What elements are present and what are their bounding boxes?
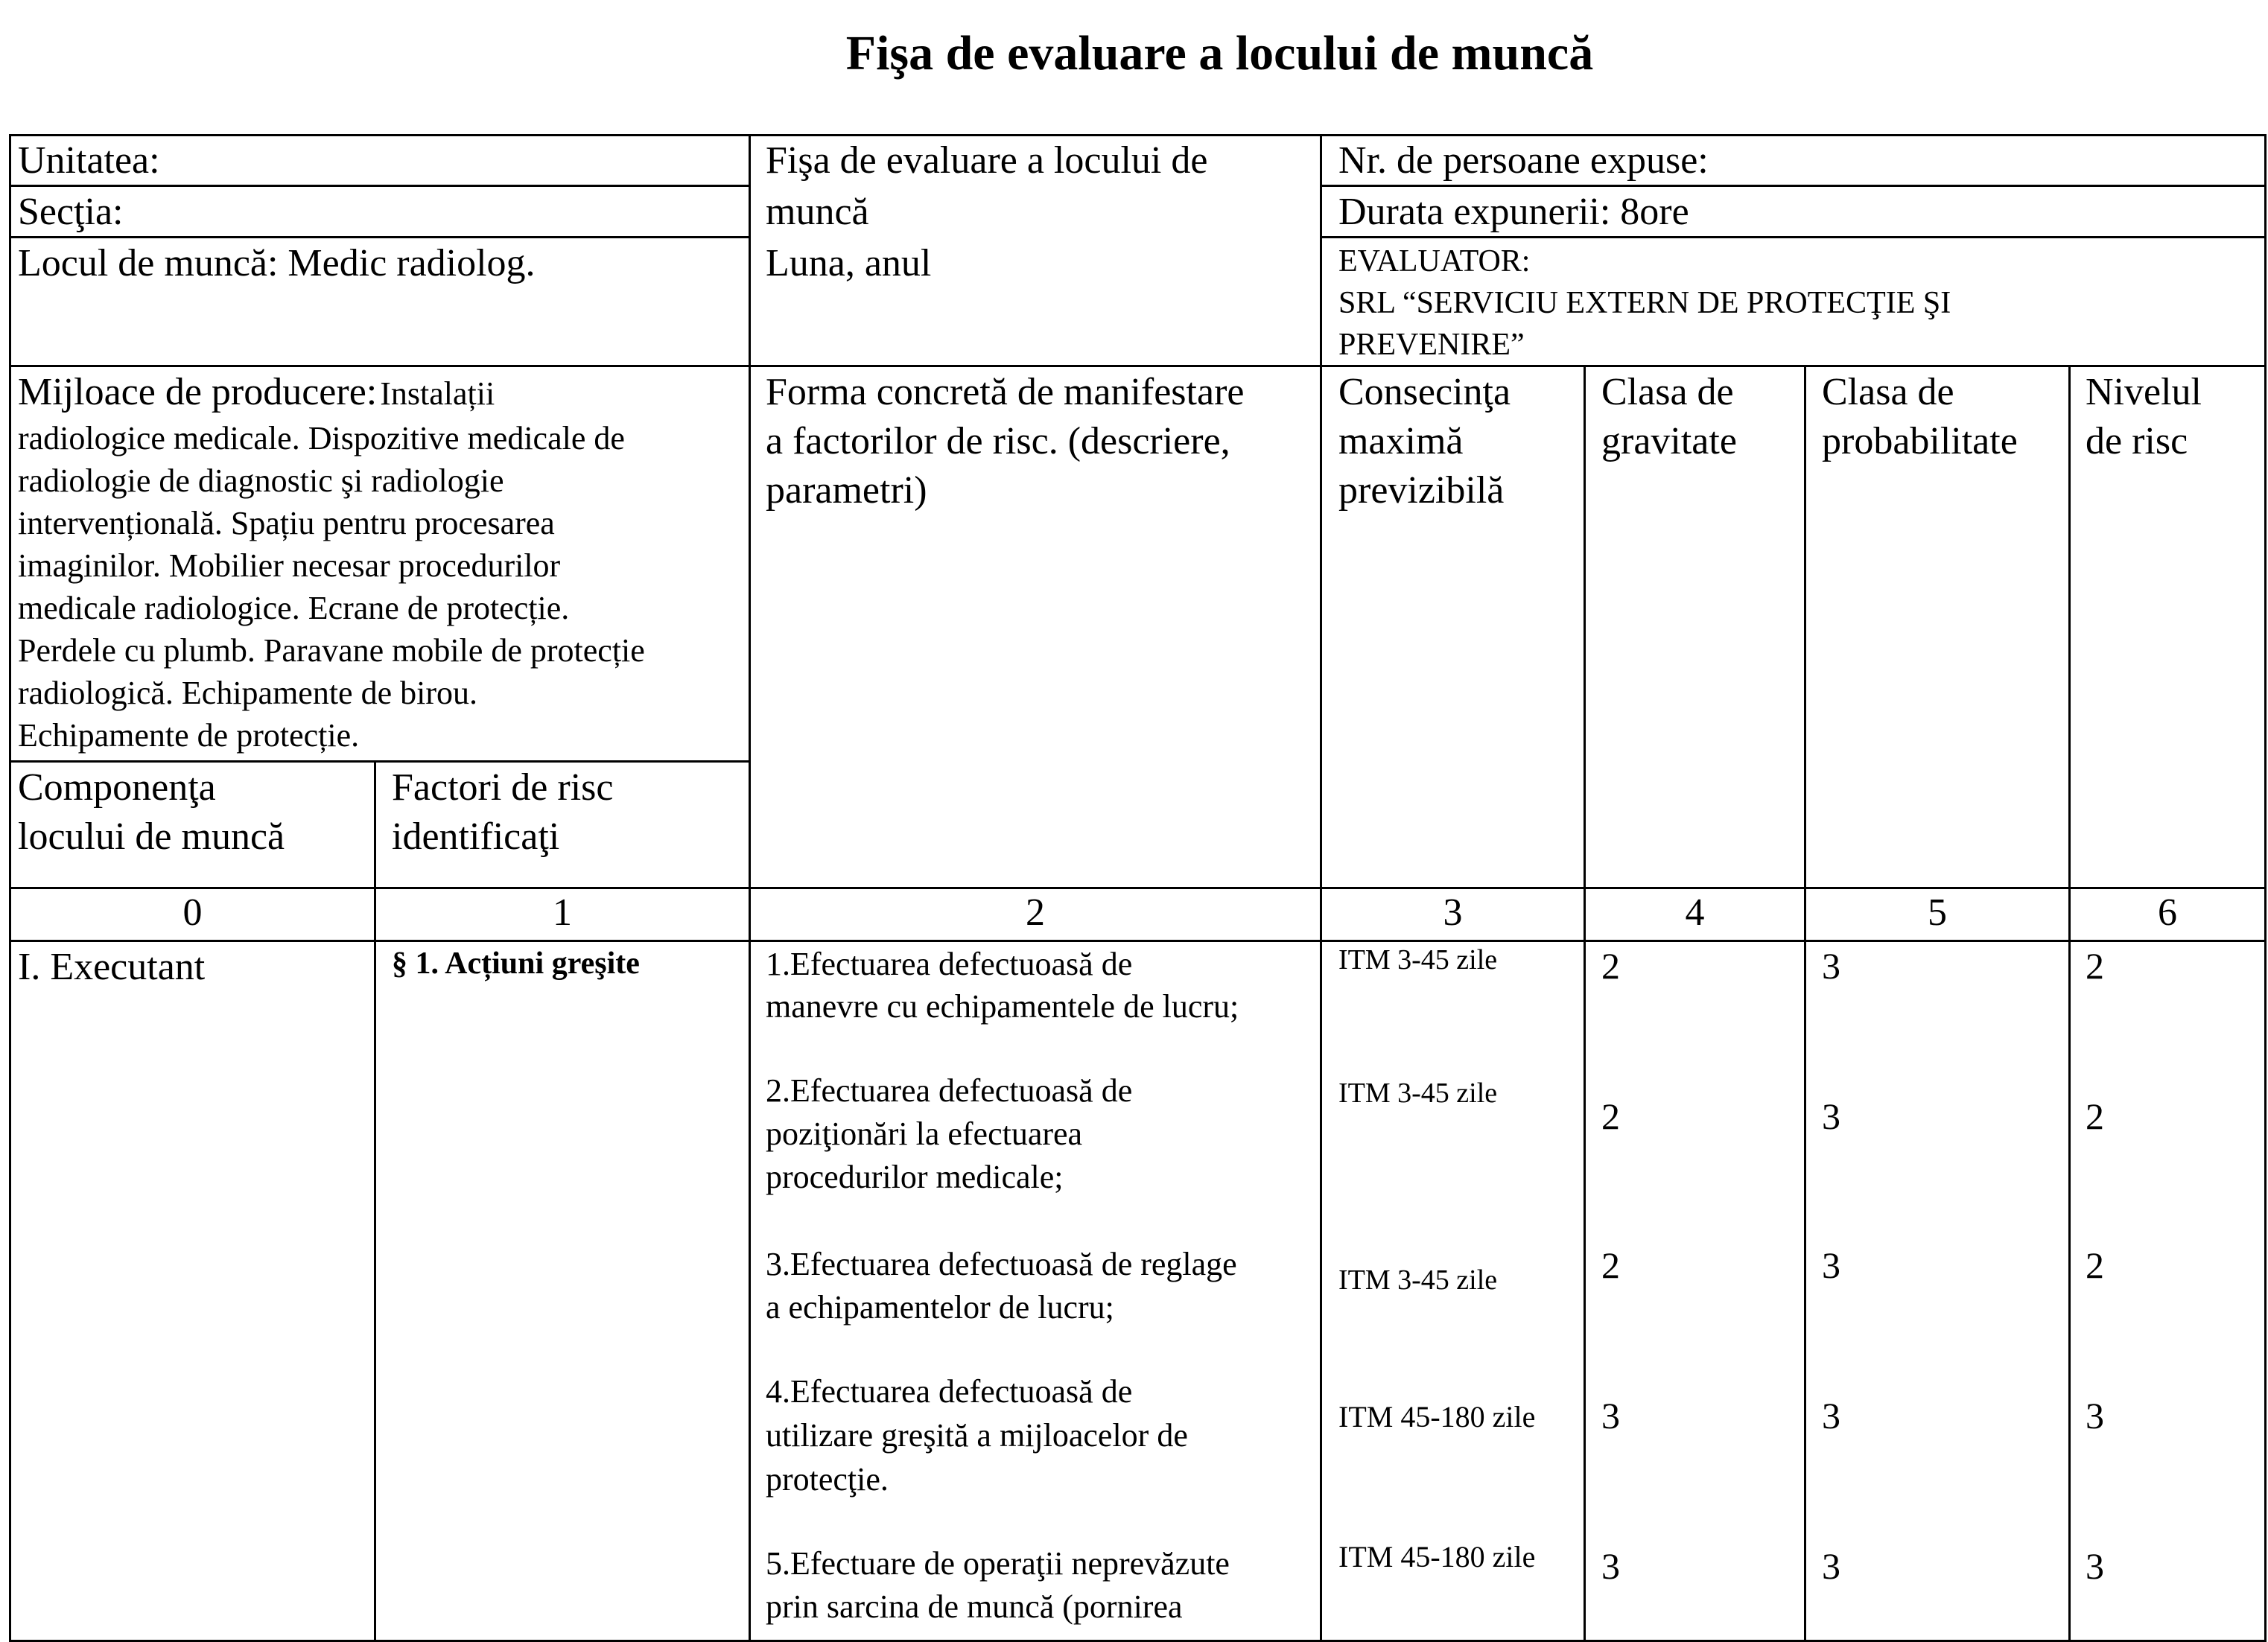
factor-actiuni-gresite: § 1. Acțiuni greşite: [392, 946, 640, 981]
mijloace-line: Perdele cu plumb. Paravane mobile de protecție: [18, 632, 645, 669]
nivel-value: 3: [2086, 1395, 2104, 1436]
nivel-value: 2: [2086, 945, 2104, 987]
mijloace-line: medicale radiologice. Ecrane de protecție.: [18, 590, 570, 626]
mijloace-line: Echipamente de protecție.: [18, 717, 360, 754]
index-cell: 4: [1685, 891, 1705, 934]
consecinta-value: ITM 3-45 zile: [1338, 1264, 1498, 1296]
header-forma: parametri): [766, 469, 927, 512]
unitatea-label: Unitatea:: [18, 139, 160, 182]
mijloace-line: radiologică. Echipamente de birou.: [18, 675, 477, 711]
header-consecinta: previzibilă: [1338, 469, 1505, 512]
risk-description-line: 2.Efectuarea defectuoasă de: [766, 1072, 1133, 1109]
gravitate-value: 2: [1601, 1244, 1620, 1286]
mijloace-line: imaginilor. Mobilier necesar procedurilor: [18, 547, 561, 584]
durata-label: Durata expunerii: 8ore: [1338, 191, 1689, 233]
nivel-value: 2: [2086, 1244, 2104, 1286]
mijloace-line: radiologice medicale. Dispozitive medicale de: [18, 420, 625, 456]
nivel-value: 3: [2086, 1545, 2104, 1587]
header-componenta: Componenţa: [18, 766, 216, 809]
risk-description-line: 5.Efectuare de operaţii neprevăzute: [766, 1545, 1230, 1582]
mijloace-line: radiologie de diagnostic şi radiologie: [18, 462, 504, 499]
evaluator-line1: SRL “SERVICIU EXTERN DE PROTECŢIE ŞI: [1338, 286, 1951, 320]
row-line-mijloace: [9, 760, 750, 763]
sectia-label: Secţia:: [18, 191, 124, 233]
consecinta-value: ITM 45-180 zile: [1338, 1540, 1536, 1573]
locul-de-munca: Locul de muncă: Medic radiolog.: [18, 242, 536, 284]
risk-description-line: manevre cu echipamentele de lucru;: [766, 988, 1239, 1025]
fisa-label-line2: muncă: [766, 191, 869, 233]
nr-persoane-label: Nr. de persoane expuse:: [1338, 139, 1709, 182]
col-line-6: [2068, 365, 2071, 1642]
risk-description-line: protecţie.: [766, 1461, 889, 1498]
header-nivel: Nivelul: [2086, 371, 2202, 413]
header-forma: Forma concretă de manifestare: [766, 371, 1245, 413]
risk-description-line: utilizare greşită a mijloacelor de: [766, 1417, 1188, 1454]
row-line-index-bottom: [9, 940, 2267, 942]
probabilitate-value: 3: [1822, 1545, 1840, 1587]
index-cell: 0: [182, 891, 203, 934]
evaluator-line2: PREVENIRE”: [1338, 328, 1525, 362]
header-consecinta: Consecinţa: [1338, 371, 1511, 413]
header-probabilitate: probabilitate: [1822, 420, 2018, 462]
mijloace-line: Instalații: [380, 375, 495, 412]
row-line-header-bottom: [9, 365, 2267, 367]
index-cell: 5: [1928, 891, 1947, 934]
header-gravitate: gravitate: [1601, 420, 1737, 462]
gravitate-value: 3: [1601, 1545, 1620, 1587]
col-line-5: [1804, 365, 1806, 1642]
componenta-executant: I. Executant: [18, 946, 206, 988]
risk-description-line: prin sarcina de muncă (pornirea: [766, 1588, 1183, 1625]
header-componenta: locului de muncă: [18, 815, 285, 858]
consecinta-value: ITM 3-45 zile: [1338, 944, 1498, 976]
risk-description-line: 4.Efectuarea defectuoasă de: [766, 1373, 1133, 1410]
probabilitate-value: 3: [1822, 945, 1840, 987]
probabilitate-value: 3: [1822, 1244, 1840, 1286]
gravitate-value: 2: [1601, 945, 1620, 987]
header-consecinta: maximă: [1338, 420, 1464, 462]
index-cell: 3: [1443, 891, 1463, 934]
evaluator-label: EVALUATOR:: [1338, 244, 1531, 279]
col-line-4: [1584, 365, 1586, 1642]
risk-description-line: 3.Efectuarea defectuoasă de reglage: [766, 1246, 1237, 1282]
nivel-value: 2: [2086, 1095, 2104, 1137]
col-line-right: [2264, 134, 2267, 1642]
risk-description-line: poziţionări la efectuarea: [766, 1116, 1083, 1152]
risk-description-line: 1.Efectuarea defectuoasă de: [766, 946, 1133, 982]
fisa-label-line1: Fişa de evaluare a locului de: [766, 139, 1208, 182]
header-forma: a factorilor de risc. (descriere,: [766, 420, 1230, 462]
luna-anul-label: Luna, anul: [766, 242, 932, 284]
mijloace-line: intervențională. Spațiu pentru procesarea: [18, 505, 555, 541]
header-gravitate: Clasa de: [1601, 371, 1734, 413]
index-cell: 6: [2158, 891, 2177, 934]
page-title: Fişa de evaluare a locului de muncă: [845, 26, 1594, 80]
probabilitate-value: 3: [1822, 1095, 1840, 1137]
index-cell: 1: [553, 891, 572, 934]
header-factori: identificaţi: [392, 815, 560, 858]
risk-description-line: a echipamentelor de lucru;: [766, 1289, 1114, 1326]
mijloace-label: Mijloace de producere:: [18, 371, 378, 413]
header-nivel: de risc: [2086, 420, 2188, 462]
consecinta-value: ITM 45-180 zile: [1338, 1400, 1536, 1433]
index-cell: 2: [1026, 891, 1045, 934]
header-factori: Factori de risc: [392, 766, 614, 809]
gravitate-value: 3: [1601, 1395, 1620, 1436]
risk-description-line: procedurilor medicale;: [766, 1159, 1064, 1195]
probabilitate-value: 3: [1822, 1395, 1840, 1436]
gravitate-value: 2: [1601, 1095, 1620, 1137]
header-probabilitate: Clasa de: [1822, 371, 1954, 413]
consecinta-value: ITM 3-45 zile: [1338, 1078, 1498, 1109]
